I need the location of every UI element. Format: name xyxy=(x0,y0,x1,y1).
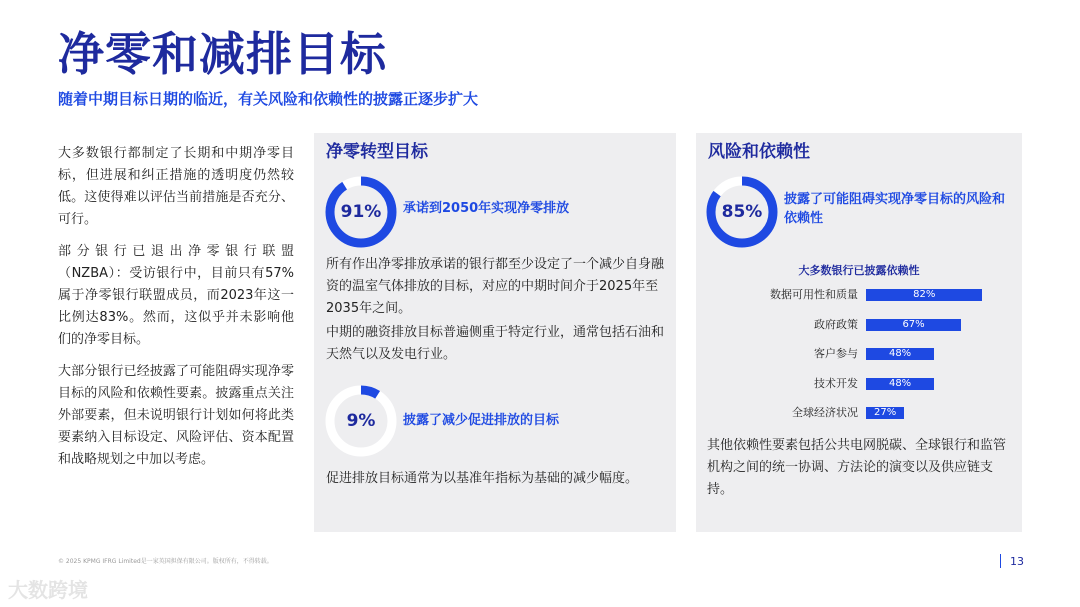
chart-bar-row xyxy=(696,405,1022,421)
chart-bar xyxy=(866,407,904,419)
net-zero-targets-panel xyxy=(314,133,676,532)
donut-91 xyxy=(324,175,398,249)
chart-bar xyxy=(866,378,934,390)
donut-9-value: 9% xyxy=(346,411,376,431)
chart-category-label: 政府政策 xyxy=(814,317,858,331)
chart-bar-row xyxy=(696,376,1022,392)
chart-bar xyxy=(866,289,982,301)
chart-value-label: 48% xyxy=(888,377,912,389)
donut-91-value: 91% xyxy=(340,202,382,222)
left-paragraph-2: 部分银行已退出净零银行联盟（NZBA）：受访银行中，目前只有57%属于净零银行联盟成员，而2023年这一比例达83%。然而，这似乎并未影响他们的净零目标。 xyxy=(58,244,294,347)
panel-title-risks: 风险和依赖性 xyxy=(708,142,810,162)
stat-9-label: 披露了减少促进排放的目标 xyxy=(403,413,560,428)
chart-bar-row xyxy=(696,287,1022,303)
left-paragraph-3: 大部分银行已经披露了可能阻碍实现净零目标的风险和依赖性要素。披露重点关注外部要素，但未说明银行计划如何将此类要素纳入目标设定、风险评估、资本配置和战略规划之中加以考虑。 xyxy=(58,364,294,467)
chart-title: 大多数银行已披露依赖性 xyxy=(798,264,920,277)
chart-category-label: 全球经济状况 xyxy=(792,406,858,419)
donut-85-value: 85% xyxy=(721,202,763,222)
donut-9 xyxy=(324,384,398,458)
left-column xyxy=(58,143,294,481)
page-number: 13 xyxy=(1010,555,1024,568)
stat-85-label: 披露了可能阻碍实现净零目标的风险和依赖性 xyxy=(784,192,1006,226)
chart-bar xyxy=(866,348,934,360)
net-zero-text-2: 中期的融资排放目标普遍侧重于特定行业，通常包括石油和天然气以及发电行业。 xyxy=(326,325,665,362)
footer-divider xyxy=(1000,554,1001,568)
chart-category-label: 技术开发 xyxy=(814,376,858,390)
donut-85 xyxy=(705,175,779,249)
chart-category-label: 客户参与 xyxy=(814,347,858,360)
chart-value-label: 27% xyxy=(874,407,897,418)
chart-bar-row xyxy=(696,317,1022,333)
net-zero-text-1: 所有作出净零排放承诺的银行都至少设定了一个减少自身融资的温室气体排放的目标，对应的中期时间介于2025年至2035年之间。 xyxy=(326,257,665,316)
chart-bar xyxy=(866,319,961,331)
page-title: 净零和减排目标 xyxy=(58,27,387,81)
net-zero-text-3: 促进排放目标通常为以基准年指标为基础的减少幅度。 xyxy=(326,471,639,486)
risks-footer-text: 其他依赖性要素包括公共电网脱碳、全球银行和监管机构之间的统一协调、方法论的演变以及供应链支持。 xyxy=(707,438,1007,497)
stat-91-label: 承诺到2050年实现净零排放 xyxy=(403,201,570,216)
risks-dependencies-panel xyxy=(696,133,1022,532)
chart-category-label: 数据可用性和质量 xyxy=(770,288,858,301)
chart-value-label: 82% xyxy=(913,289,936,300)
chart-value-label: 48% xyxy=(888,348,912,359)
watermark: 大数跨境 xyxy=(8,578,88,602)
page-subtitle: 随着中期目标日期的临近，有关风险和依赖性的披露正逐步扩大 xyxy=(58,90,479,108)
panel-title-net-zero: 净零转型目标 xyxy=(326,142,428,162)
copyright-notice: © 2025 KPMG IFRG Limited是一家英国担保有限公司。版权所有，不得转载。 xyxy=(58,558,273,565)
chart-bar-row xyxy=(696,346,1022,362)
chart-value-label: 67% xyxy=(902,318,925,330)
left-paragraph-1: 大多数银行都制定了长期和中期净零目标，但进展和纠正措施的透明度仍然较低。这使得难以评估当前措施是否充分、可行。 xyxy=(58,146,294,227)
